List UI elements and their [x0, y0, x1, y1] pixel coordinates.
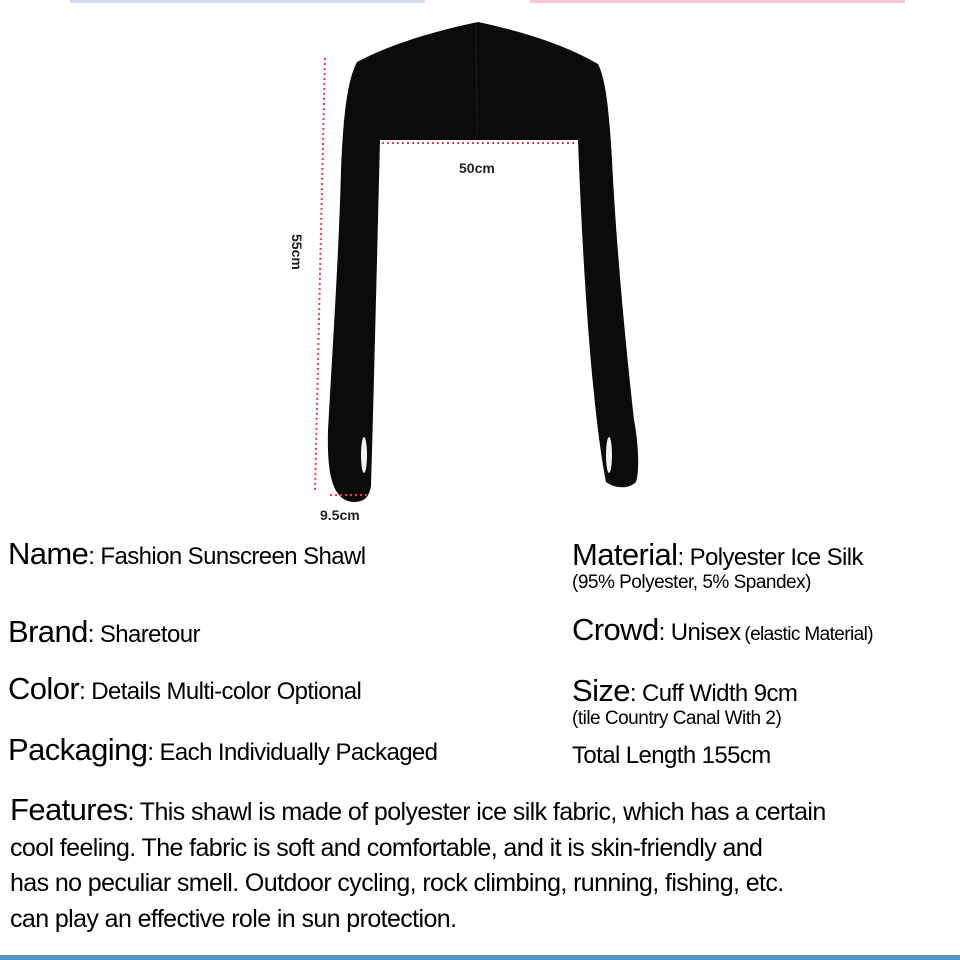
spec-color-value: : Details Multi-color Optional — [79, 678, 362, 705]
spec-packaging-key: Packaging — [8, 732, 148, 767]
features-line-2: cool feeling. The fabric is soft and comfortable, and it is skin-friendly and — [10, 833, 763, 862]
length-label: 55cm — [289, 234, 305, 270]
spec-material-note: (95% Polyester, 5% Spandex) — [572, 572, 811, 593]
features-line-3: has no peculiar smell. Outdoor cycling, rock climbing, running, fishing, etc. — [10, 869, 784, 897]
spec-crowd-value: : Unisex — [658, 619, 741, 646]
length-dimension-line — [315, 58, 325, 492]
spec-material-value: : Polyester Ice Silk — [677, 544, 863, 571]
features-key: Features — [10, 792, 128, 827]
width-label: 50cm — [459, 160, 495, 176]
spec-packaging-value: : Each Individually Packaged — [147, 739, 438, 766]
spec-brand-key: Brand — [8, 614, 88, 649]
features-paragraph — [10, 792, 950, 937]
spec-crowd-key: Crowd — [572, 612, 659, 647]
spec-color-key: Color — [8, 671, 80, 706]
thumb-hole-left — [361, 437, 367, 473]
features-line-4: can play an effective role in sun protection. — [10, 904, 457, 933]
spec-packaging — [8, 732, 437, 768]
spec-material — [572, 537, 863, 573]
cuff-label: 9.5cm — [320, 507, 360, 523]
spec-crowd — [572, 612, 873, 648]
spec-size-note: (tile Country Canal With 2) — [572, 708, 782, 729]
features-text-1: : This shawl is made of polyester ice silk fabric, which has a certain — [127, 798, 826, 826]
spec-material-key: Material — [572, 537, 678, 572]
bottom-strip — [0, 955, 960, 960]
spec-size-key: Size — [572, 673, 630, 708]
spec-total-length — [572, 742, 771, 770]
spec-crowd-note: (elastic Material) — [744, 624, 873, 645]
spec-size-value: : Cuff Width 9cm — [629, 680, 798, 707]
thumb-hole-right — [606, 437, 612, 473]
spec-brand-value: : Sharetour — [87, 621, 200, 648]
features-line-1 — [10, 792, 950, 831]
spec-name — [8, 536, 365, 572]
spec-color — [8, 671, 361, 707]
spec-brand — [8, 614, 200, 650]
spec-total-length-value: Total Length 155cm — [572, 742, 771, 769]
spec-name-value: : Fashion Sunscreen Shawl — [88, 543, 366, 570]
shawl-garment — [328, 22, 638, 502]
spec-name-key: Name — [8, 536, 89, 571]
spec-size — [572, 673, 797, 709]
